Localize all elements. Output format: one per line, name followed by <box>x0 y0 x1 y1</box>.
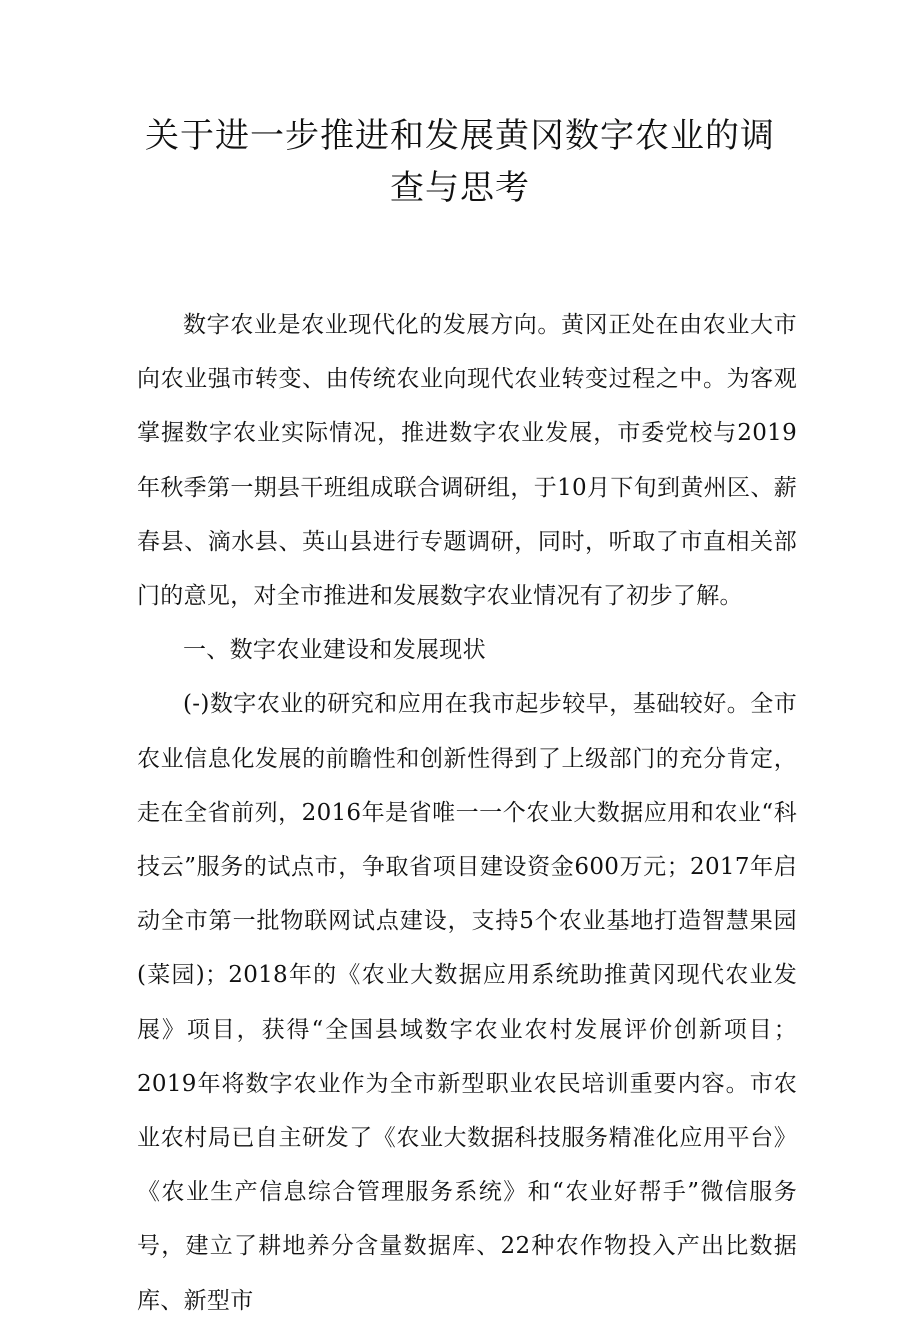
section-1-paragraph-1: (-)数字农业的研究和应用在我市起步较早，基础较好。全市农业信息化发展的前瞻性和创新性得到了上级部门的充分肯定，走在全省前列，2016年是省唯一一个农业大数据应用和农业“科技云”服务的试点市，争取省项目建设资金600万元；2017年启动全市第一批物联网试点建设，支持5个农业基地打造智慧果园(菜园)；2018年的《农业大数据应用系统助推黄冈现代农业发展》项目，获得“全国县域数字农业农村发展评价创新项目；2019年将数字农业作为全市新型职业农民培训重要内容。市农业农村局已自主研发了《农业大数据科技服务精准化应用平台》《农业生产信息综合管理服务系统》和“农业好帮手”微信服务号，建立了耕地养分含量数据库、22种农作物投入产出比数据库、新型市 <box>137 691 797 1314</box>
title-line-2: 查与思考 <box>390 168 530 208</box>
document-body <box>137 298 797 1328</box>
section-heading-1: 一、数字农业建设和发展现状 <box>183 637 486 664</box>
document-title <box>140 110 780 214</box>
intro-paragraph: 数字农业是农业现代化的发展方向。黄冈正处在由农业大市向农业强市转变、由传统农业向现代农业转变过程之中。为客观掌握数字农业实际情况，推进数字农业发展，市委党校与2019年秋季第一期县干班组成联合调研组，于10月下旬到黄州区、薪春县、滴水县、英山县进行专题调研，同时，听取了市直相关部门的意见，对全市推进和发展数字农业情况有了初步了解。 <box>137 312 797 610</box>
title-line-1: 关于进一步推进和发展黄冈数字农业的调 <box>145 116 775 156</box>
